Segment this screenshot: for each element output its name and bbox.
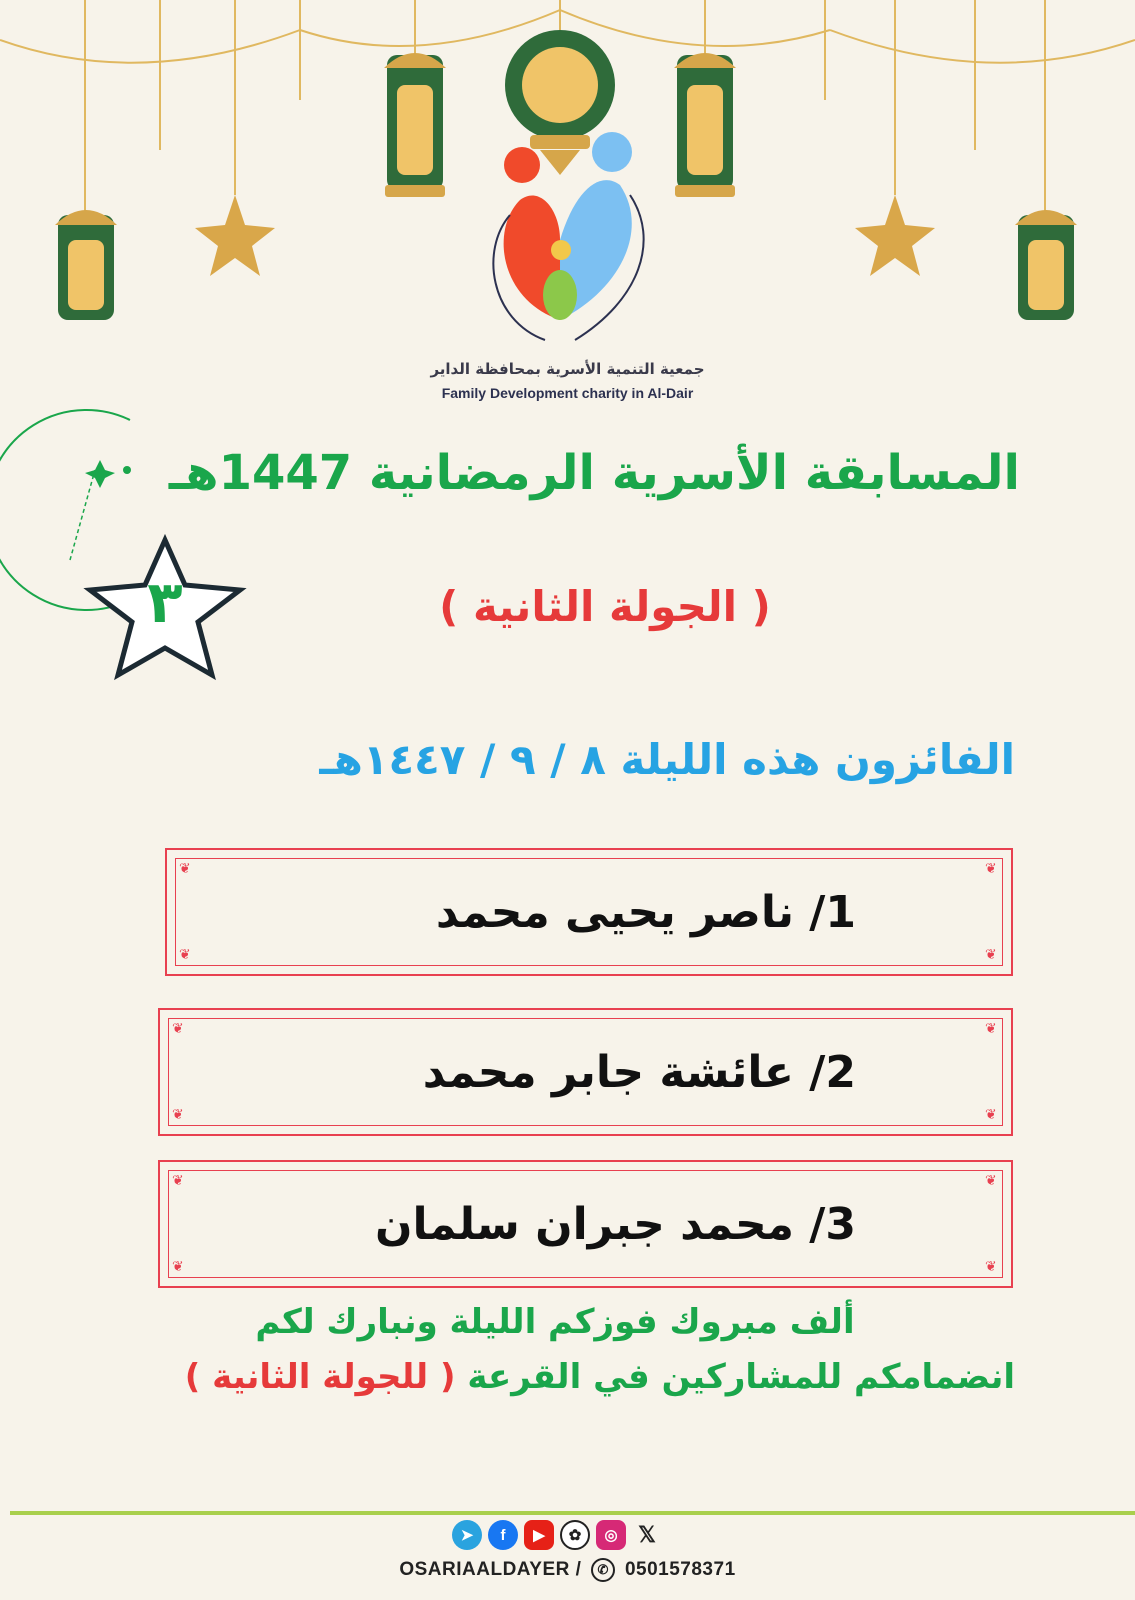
snapchat-icon[interactable]: ✿ — [560, 1520, 590, 1550]
whatsapp-icon: ✆ — [591, 1558, 615, 1582]
contact-info — [0, 1558, 1135, 1582]
facebook-icon[interactable]: f — [488, 1520, 518, 1550]
winner-name: 2/ عائشة جابر محمد — [422, 1046, 856, 1098]
badge-number: ٣ — [147, 568, 183, 636]
footer-divider — [10, 1511, 1135, 1515]
lantern-icon — [55, 210, 117, 320]
congrats-line-1: ألف مبروك فوزكم الليلة ونبارك لكم — [255, 1302, 855, 1342]
lantern-icon — [384, 53, 446, 197]
telegram-icon[interactable]: ➤ — [452, 1520, 482, 1550]
crescent-icon — [950, 155, 975, 205]
instagram-icon[interactable]: ◎ — [596, 1520, 626, 1550]
winner-card: ❦ ❦ ❦ ❦ 1/ ناصر يحيى محمد — [165, 848, 1013, 976]
social-icons — [452, 1520, 662, 1550]
green-crescent-icon — [0, 410, 131, 610]
winner-card: ❦ ❦ ❦ ❦ 3/ محمد جبران سلمان — [158, 1160, 1013, 1288]
congrats-line-2 — [115, 1357, 1015, 1397]
x-icon[interactable]: 𝕏 — [638, 1522, 656, 1547]
lantern-icon — [1015, 210, 1077, 320]
youtube-icon[interactable]: ▶ — [524, 1520, 554, 1550]
crescent-icon — [155, 155, 180, 205]
organization-name-ar: جمعية التنمية الأسرية بمحافظة الداير — [430, 360, 705, 378]
winner-card: ❦ ❦ ❦ ❦ 2/ عائشة جابر محمد — [158, 1008, 1013, 1136]
winner-name: 3/ محمد جبران سلمان — [374, 1198, 856, 1250]
crescent-icon — [297, 100, 322, 150]
winner-name: 1/ ناصر يحيى محمد — [435, 886, 856, 938]
phone-number[interactable]: 0501578371 — [624, 1559, 736, 1581]
winners-heading: الفائزون هذه الليلة ٨ / ٩ / ١٤٤٧هـ — [319, 735, 1015, 784]
star-icon — [855, 195, 935, 276]
congrats-line-2-red: ( للجولة الثانية ) — [184, 1357, 456, 1397]
organization-name-en: Family Development charity in Al-Dair — [441, 385, 694, 401]
crescent-icon — [805, 100, 830, 150]
lantern-icon — [674, 53, 736, 197]
social-handle[interactable]: OSARIAALDAYER / — [399, 1559, 582, 1581]
round-label: ( الجولة الثانية ) — [439, 582, 771, 631]
star-icon — [195, 195, 275, 276]
page-title: المسابقة الأسرية الرمضانية 1447هـ — [168, 445, 1020, 501]
congrats-line-2-green: انضمامكم للمشاركين في القرعة — [467, 1357, 1015, 1397]
